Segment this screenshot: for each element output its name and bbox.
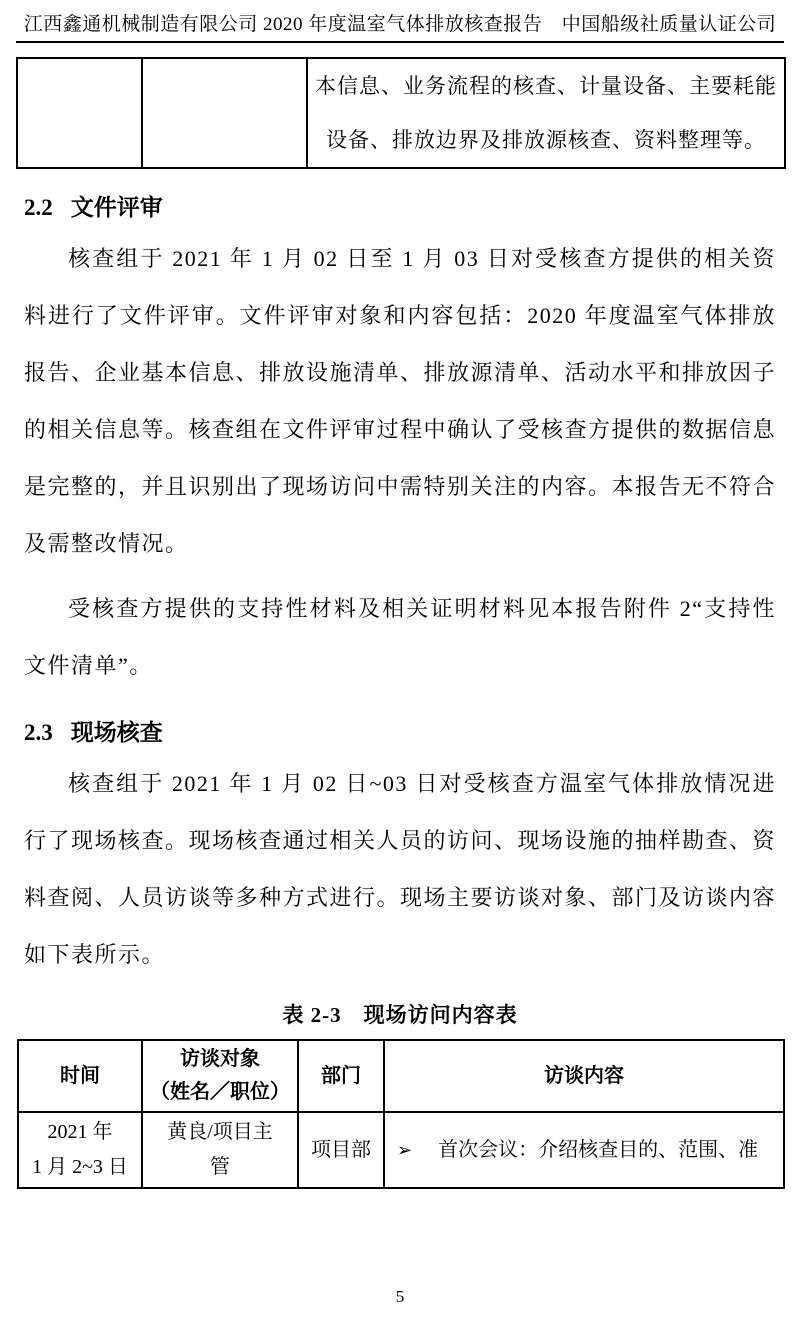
paragraph-document-review-2: 受核查方提供的支持性材料及相关证明材料见本报告附件 2“支持性文件清单”。 [24,596,776,678]
section-number: 2.3 [24,720,53,745]
section-heading-2-3 [24,714,776,747]
arrow-bullet-icon: ➢ [397,1139,413,1160]
visit-content-table [17,1039,785,1189]
cell-interview-content [384,1112,784,1188]
table-row [18,1112,784,1188]
section-number: 2.2 [24,195,53,220]
header-interviewee-line: （姓名／职位） [150,1081,290,1103]
table-2-3-caption: 表 2-3 现场访问内容表 [282,1003,518,1027]
section-title: 文件评审 [70,195,163,220]
paragraph-site-visit: 核查组于 2021 年 1 月 02 日~03 日对受核查方温室气体排放情况进行了现场核查。现场核查通过相关人员的访问、现场设施的抽样勘查、资料查阅、人员访谈等多种方式进行。现场主要访谈对象、部门及访谈内容如下表所示。 [24,771,777,967]
carryover-content-line: 本信息、业务流程的核查、计量设备、主要耗能 [315,74,777,98]
section-heading-2-2 [24,189,776,222]
carryover-cell-content [307,58,785,168]
header-cell-time: 时间 [18,1040,142,1112]
interview-content-text: 首次会议：介绍核查目的、范围、准 [438,1138,759,1161]
table-header-row [18,1040,784,1112]
time-line: 1 月 2~3 日 [32,1156,128,1178]
running-header: 江西鑫通机械制造有限公司 2020 年度温室气体排放核查报告 中国船级社质量认证公司 [16,0,784,43]
carryover-table [16,57,786,169]
header-interviewee-line: 访谈对象 [180,1048,260,1070]
cell-interviewee [142,1112,298,1188]
cell-time [18,1112,142,1188]
header-cell-department: 部门 [298,1040,384,1112]
header-cell-content: 访谈内容 [384,1040,784,1112]
carryover-content-line: 设备、排放边界及排放源核查、资料整理等。 [326,128,766,152]
time-line: 2021 年 [47,1121,113,1143]
page-number: 5 [395,1287,405,1306]
header-cell-interviewee [142,1040,298,1112]
paragraph-document-review-1: 核查组于 2021 年 1 月 02 日至 1 月 03 日对受核查方提供的相关资料进行了文件评审。文件评审对象和内容包括：2020 年度温室气体排放报告、企业基本信息、排放设施清单、排放源清单、活动水平和排放因子的相关信息等。核查组在文件评审过程中确认了受核查方提供的数据信息是完整的，并且识别出了现场访问中需特别关注的内容。本报告无不符合及需整改情况。 [24,246,777,556]
carryover-cell-time [17,58,142,168]
interviewee-line: 管 [210,1156,230,1178]
section-title: 现场核查 [70,720,163,745]
interviewee-line: 黄良/项目主 [167,1121,273,1143]
carryover-cell-subject [142,58,307,168]
cell-department: 项目部 [298,1112,384,1188]
table-row [17,58,785,168]
